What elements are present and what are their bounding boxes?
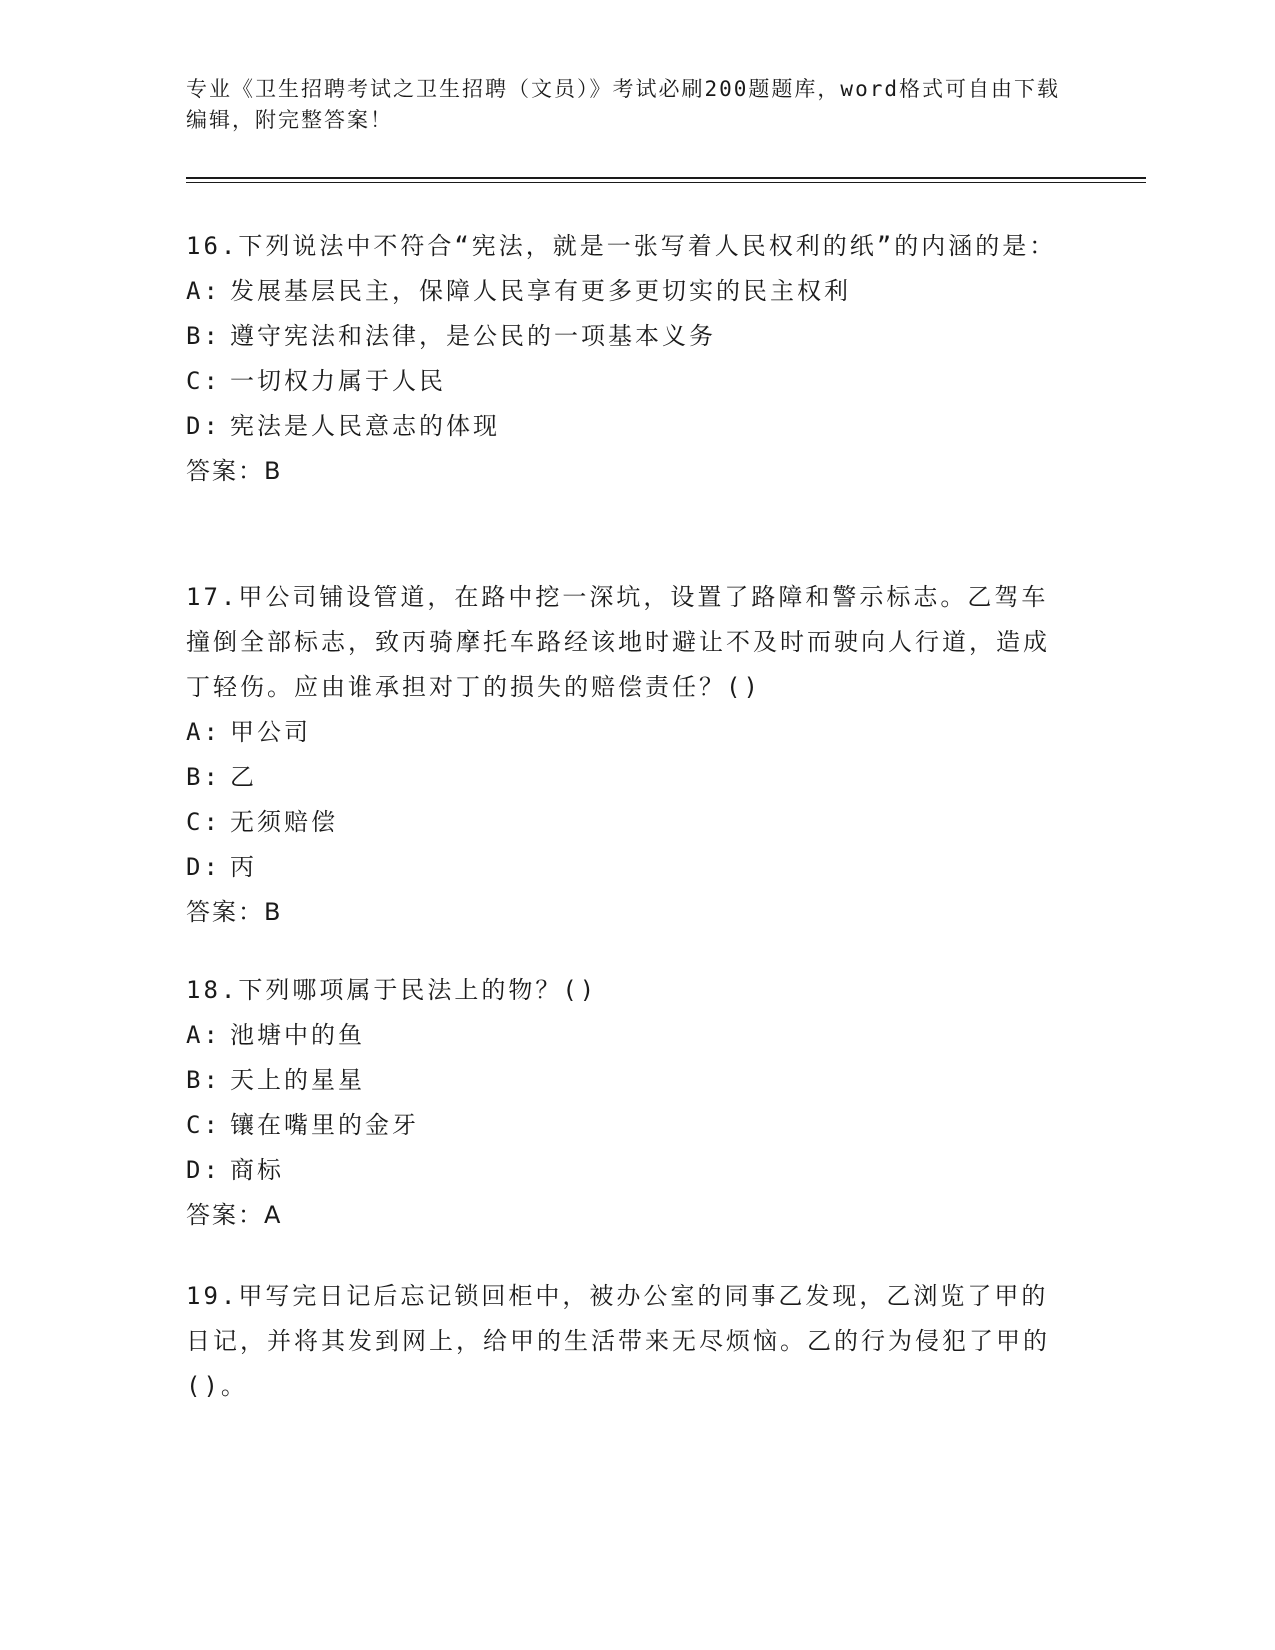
option-c [186, 359, 1066, 404]
option-text: 一切权力属于人民 [230, 367, 446, 395]
option-key: C: [186, 1111, 221, 1139]
option-key: A: [186, 1021, 221, 1049]
option-c [186, 1103, 1066, 1148]
answer: 答案：B [186, 898, 283, 926]
option-b [186, 1058, 1066, 1103]
option-text: 天上的星星 [230, 1066, 365, 1094]
option-key: A: [186, 277, 221, 305]
question-stem: 17.甲公司铺设管道，在路中挖一深坑，设置了路障和警示标志。乙驾车撞倒全部标志，致丙骑摩托车路经该地时避让不及时而驶向人行道，造成丁轻伤。应由谁承担对丁的损失的赔偿责任？() [186, 583, 1050, 701]
option-key: B: [186, 763, 221, 791]
option-key: D: [186, 853, 221, 881]
question-17 [186, 575, 1066, 935]
option-text: 遵守宪法和法律，是公民的一项基本义务 [230, 322, 716, 350]
option-key: B: [186, 1066, 221, 1094]
question-19 [186, 1274, 1066, 1409]
option-key: C: [186, 367, 221, 395]
header-divider-thin [186, 182, 1146, 183]
option-d [186, 404, 1066, 449]
option-a [186, 710, 1066, 755]
option-key: C: [186, 808, 221, 836]
option-d [186, 845, 1066, 890]
question-stem: 18.下列哪项属于民法上的物？() [186, 976, 598, 1004]
option-key: A: [186, 718, 221, 746]
question-stem: 19.甲写完日记后忘记锁回柜中，被办公室的同事乙发现，乙浏览了甲的日记，并将其发到网上，给甲的生活带来无尽烦恼。乙的行为侵犯了甲的()。 [186, 1282, 1050, 1400]
question-16 [186, 224, 1066, 494]
option-text: 镶在嘴里的金牙 [230, 1111, 419, 1139]
option-b [186, 755, 1066, 800]
answer: 答案：A [186, 1201, 283, 1229]
option-key: B: [186, 322, 221, 350]
option-text: 宪法是人民意志的体现 [230, 412, 500, 440]
option-a [186, 1013, 1066, 1058]
option-text: 池塘中的鱼 [230, 1021, 365, 1049]
option-text: 无须赔偿 [230, 808, 338, 836]
option-text: 乙 [230, 763, 257, 791]
question-stem: 16.下列说法中不符合“宪法，就是一张写着人民权利的纸”的内涵的是： [186, 232, 1057, 260]
option-text: 发展基层民主，保障人民享有更多更切实的民主权利 [230, 277, 851, 305]
option-text: 甲公司 [230, 718, 311, 746]
option-a [186, 269, 1066, 314]
option-text: 商标 [230, 1156, 284, 1184]
option-c [186, 800, 1066, 845]
question-18 [186, 968, 1066, 1238]
option-text: 丙 [230, 853, 257, 881]
option-d [186, 1148, 1066, 1193]
option-key: D: [186, 1156, 221, 1184]
option-key: D: [186, 412, 221, 440]
answer: 答案：B [186, 457, 283, 485]
header-divider-thick [186, 177, 1146, 179]
option-b [186, 314, 1066, 359]
document-header: 专业《卫生招聘考试之卫生招聘（文员）》考试必刷200题题库，word格式可自由下载编辑，附完整答案！ [186, 77, 1060, 132]
